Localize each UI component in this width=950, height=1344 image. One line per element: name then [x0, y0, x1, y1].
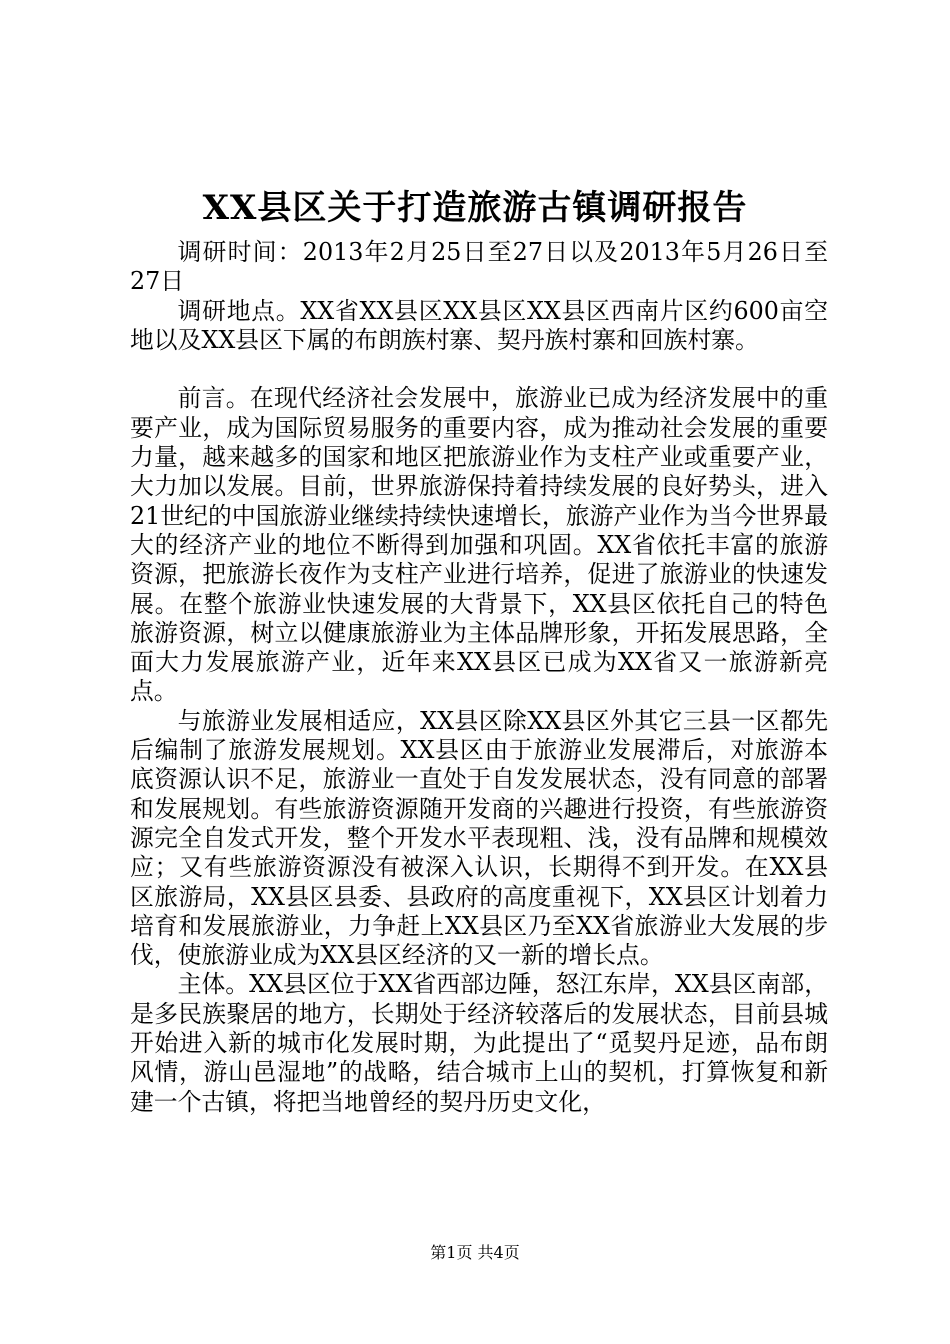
paragraph-survey-location: 调研地点。XX省XX县区XX县区XX县区西南片区约600亩空地以及XX县区下属的布朗族村寨、契丹族村寨和回族村寨。 — [130, 296, 828, 354]
document-body — [130, 238, 828, 1117]
document-title: XX县区关于打造旅游古镇调研报告 — [202, 188, 748, 228]
paragraph-main-body: 主体。XX县区位于XX省西部边陲，怒江东岸，XX县区南部，是多民族聚居的地方，长期处于经济较落后的发展状态，目前县城开始进入新的城市化发展时期，为此提出了“觅契丹足迹，品布朗风情，游山邑湿地”的战略，结合城市上山的契机，打算恢复和新建一个古镇，将把当地曾经的契丹历史文化， — [130, 970, 828, 1116]
paragraph-survey-time: 调研时间：2013年2月25日至27日以及2013年5月26日至27日 — [130, 238, 828, 296]
page-number-footer: 第1页 共4页 — [430, 1243, 520, 1262]
paragraph-planning-status: 与旅游业发展相适应，XX县区除XX县区外其它三县一区都先后编制了旅游发展规划。XX县区由于旅游业发展滞后，对旅游本底资源认识不足，旅游业一直处于自发发展状态，没有同意的部署和发展规划。有些旅游资源随开发商的兴趣进行投资，有些旅游资源完全自发式开发，整个开发水平表现粗、浅，没有品牌和规模效应；又有些旅游资源没有被深入认识，长期得不到开发。在XX县区旅游局，XX县区县委、县政府的高度重视下，XX县区计划着力培育和发展旅游业，力争赶上XX县区乃至XX省旅游业大发展的步伐，使旅游业成为XX县区经济的又一新的增长点。 — [130, 706, 828, 970]
paragraph-preface: 前言。在现代经济社会发展中，旅游业已成为经济发展中的重要产业，成为国际贸易服务的重要内容，成为推动社会发展的重要力量，越来越多的国家和地区把旅游业作为支柱产业或重要产业，大力加以发展。目前，世界旅游保持着持续发展的良好势头，进入21世纪的中国旅游业继续持续快速增长，旅游产业作为当今世界最大的经济产业的地位不断得到加强和巩固。XX省依托丰富的旅游资源，把旅游长夜作为支柱产业进行培养，促进了旅游业的快速发展。在整个旅游业快速发展的大背景下，XX县区依托自己的特色旅游资源，树立以健康旅游业为主体品牌形象，开拓发展思路，全面大力发展旅游产业，近年来XX县区已成为XX省又一旅游新亮点。 — [130, 384, 828, 706]
